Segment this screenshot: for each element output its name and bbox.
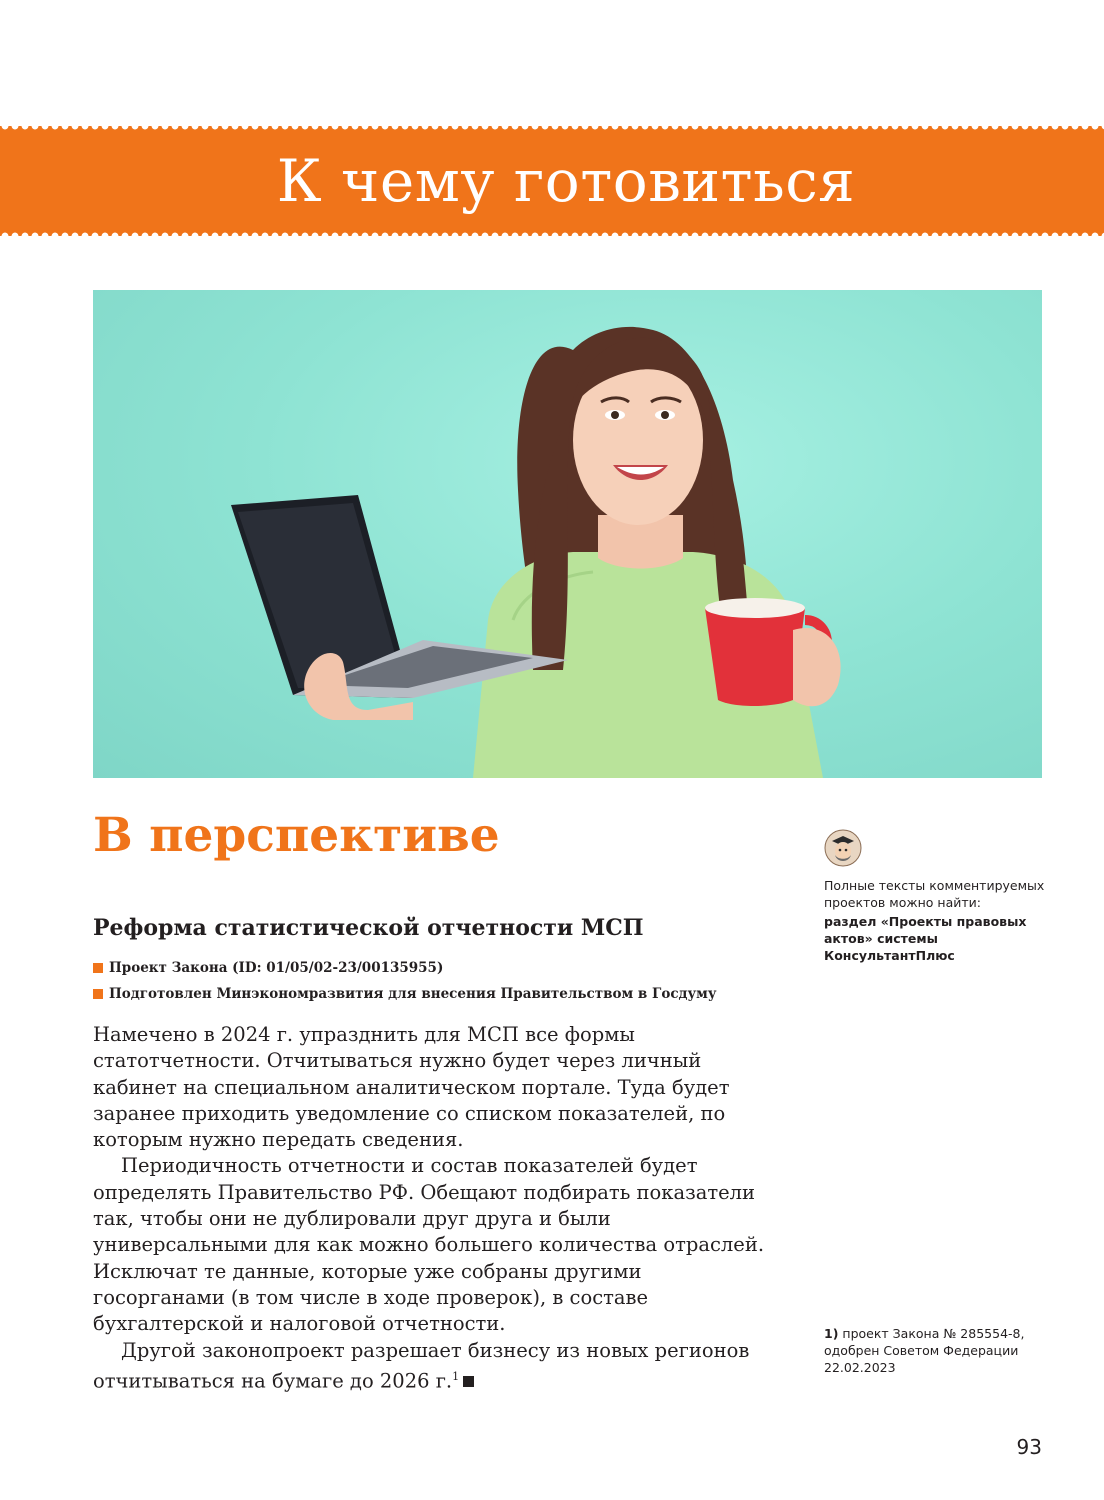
footnote-number: 1) bbox=[824, 1326, 839, 1341]
banner-scallop-top bbox=[0, 126, 1104, 134]
scholar-avatar-icon bbox=[824, 829, 862, 867]
paragraph-last bbox=[93, 1338, 773, 1395]
meta-text: Проект Закона (ID: 01/05/02-23/00135955) bbox=[109, 960, 444, 976]
article-subtitle: Реформа статистической отчетности МСП bbox=[93, 915, 644, 941]
sidebar-note bbox=[824, 877, 1054, 964]
header-banner bbox=[0, 126, 1104, 236]
section-title: В перспективе bbox=[93, 808, 500, 863]
page-header-title: К чему готовиться bbox=[276, 147, 856, 215]
meta-text: Подготовлен Минэкономразвития для внесения Правительством в Госдуму bbox=[109, 986, 717, 1002]
sidebar-note-source: раздел «Проекты правовых актов» системы КонсультантПлюс bbox=[824, 914, 1027, 963]
end-of-article-icon bbox=[463, 1376, 474, 1387]
footnote bbox=[824, 1325, 1054, 1376]
footnote-text: проект Закона № 285554-8, одобрен Советом Федерации 22.02.2023 bbox=[824, 1326, 1025, 1375]
article-body bbox=[93, 1022, 773, 1395]
paragraph-text: Другой законопроект разрешает бизнесу из новых регионов отчитываться на бумаге до 2026 г. bbox=[93, 1338, 750, 1393]
article-meta-item bbox=[93, 986, 717, 1002]
paragraph: Намечено в 2024 г. упразднить для МСП все формы статотчетности. Отчитываться нужно будет через личный кабинет на специальном аналитическом портале. Туда будет заранее приходить уведомление со списком показателей, по которым нужно передать сведения. bbox=[93, 1023, 730, 1152]
sidebar-note-text: Полные тексты комментируемых проектов можно найти: bbox=[824, 878, 1045, 910]
bullet-square-icon bbox=[93, 989, 103, 999]
page-number: 93 bbox=[1016, 1435, 1042, 1459]
banner-scallop-bottom bbox=[0, 228, 1104, 236]
bullet-square-icon bbox=[93, 963, 103, 973]
article-meta-item bbox=[93, 960, 443, 976]
woman-with-laptop-illustration bbox=[93, 290, 1042, 778]
footnote-ref[interactable]: 1 bbox=[452, 1369, 460, 1383]
paragraph: Периодичность отчетности и состав показателей будет определять Правительство РФ. Обещают подбирать показатели так, чтобы они не дублировали друг друга и были универсальными для как можно большего количества отраслей. Исключат те данные, которые уже собраны другими госорганами (в том числе в ходе проверок), в составе бухгалтерской и налоговой отчетности. bbox=[93, 1154, 765, 1336]
hero-photo bbox=[93, 290, 1042, 778]
